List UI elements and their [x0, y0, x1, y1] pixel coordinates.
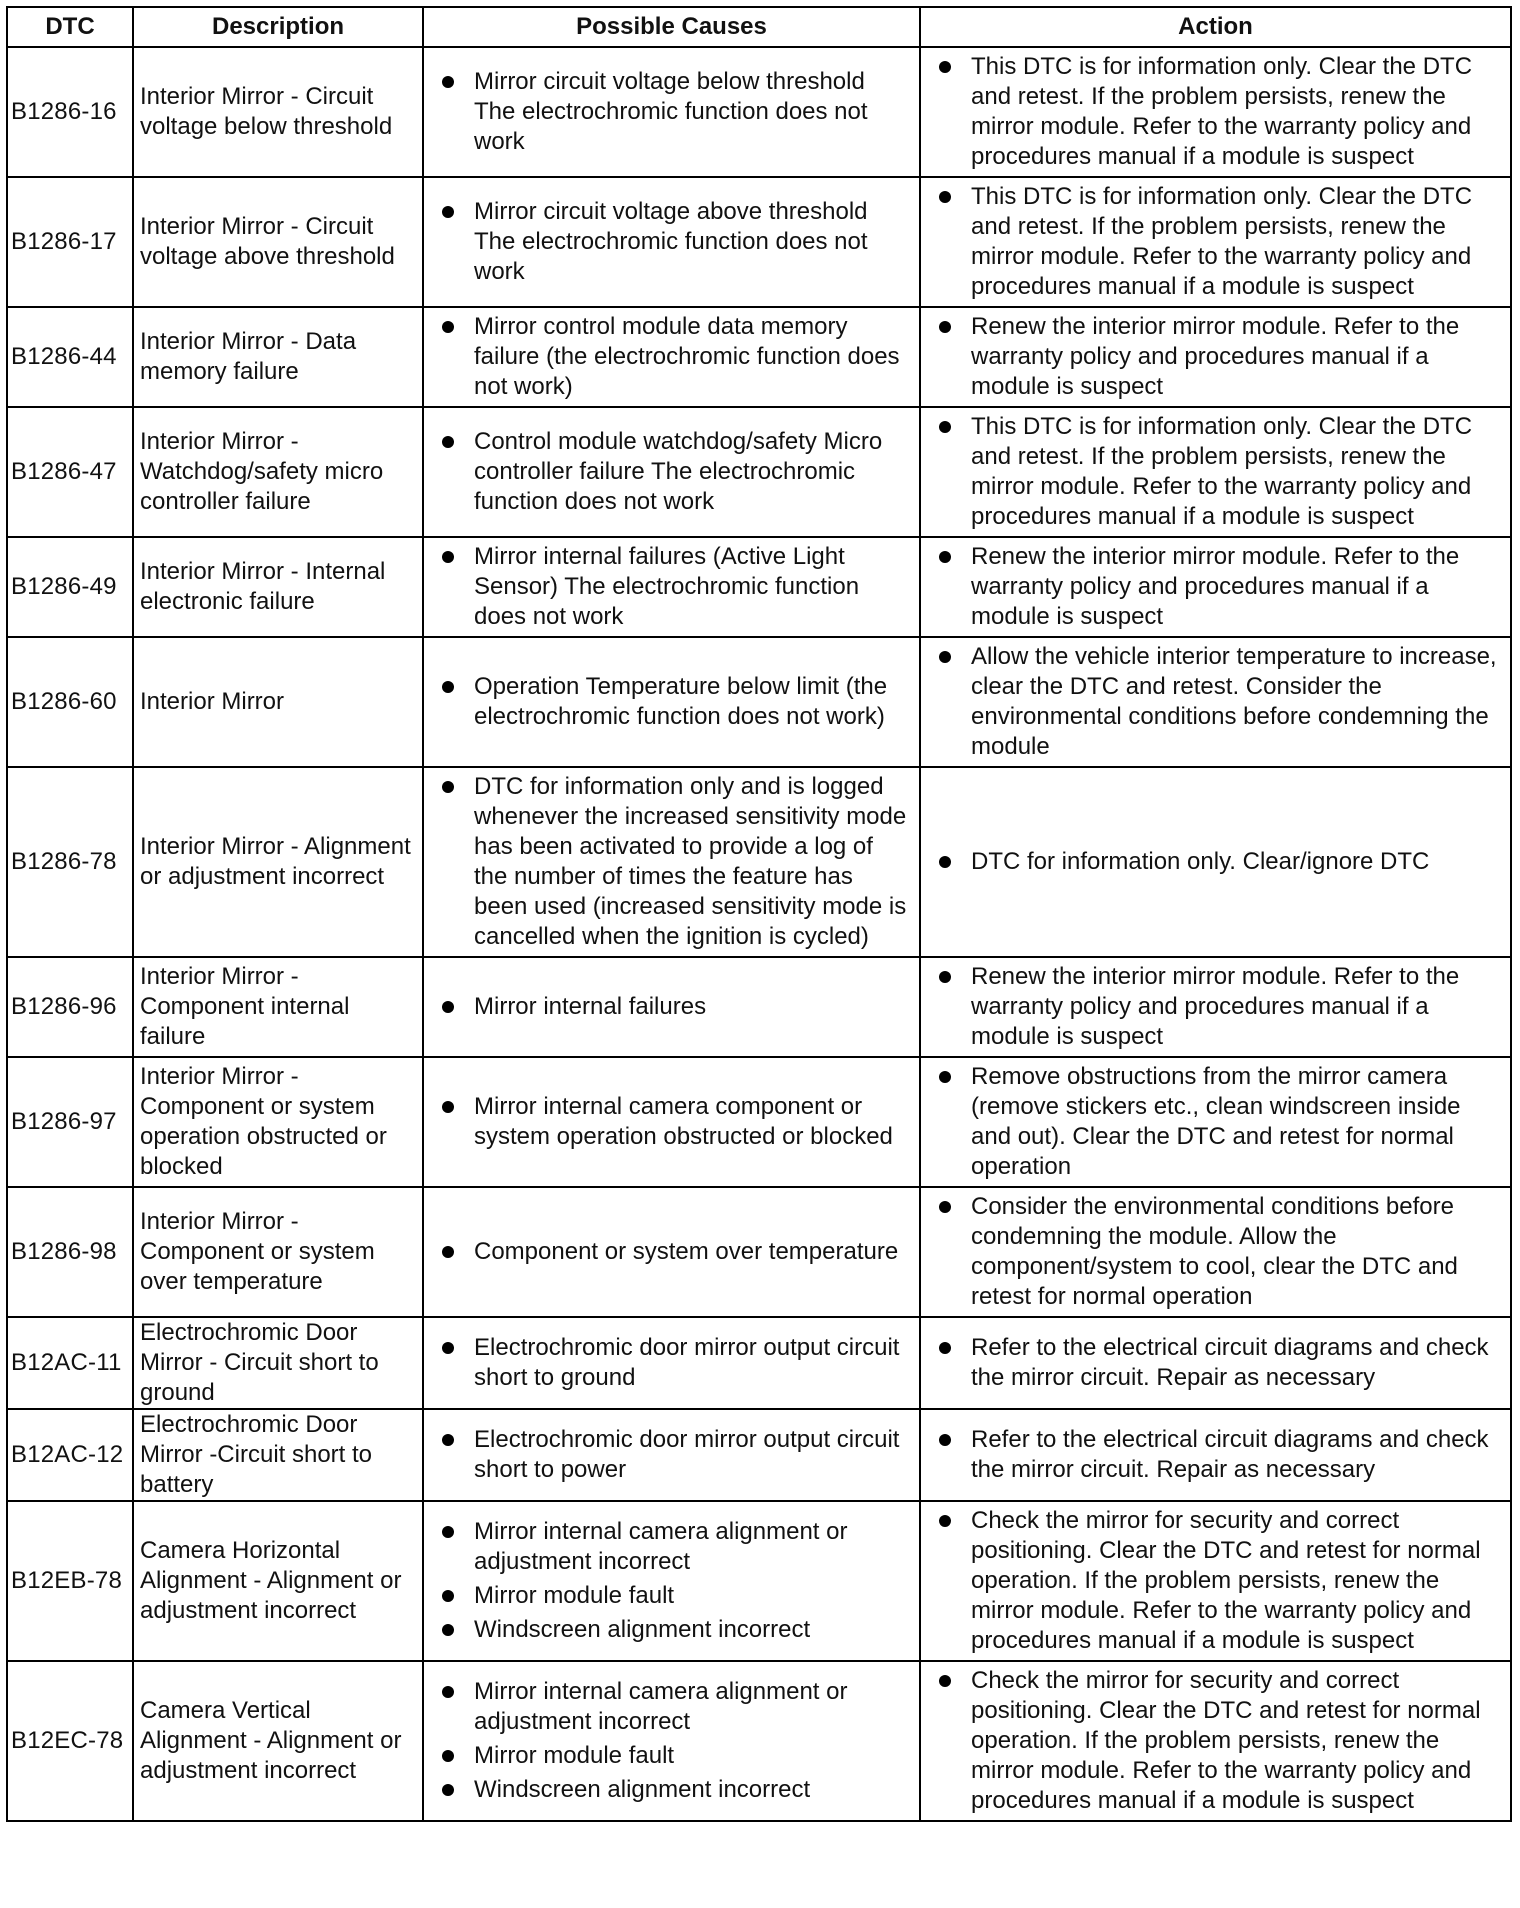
action-cell	[920, 1661, 1511, 1821]
causes-list	[438, 1333, 911, 1393]
action-cell	[920, 1187, 1511, 1317]
action-cell	[920, 767, 1511, 957]
possible-causes-cell	[423, 307, 920, 407]
action-cell	[920, 637, 1511, 767]
dtc-code: B1286-17	[7, 177, 133, 307]
cause-item: Control module watchdog/safety Micro controller failure The electrochromic function does not work	[438, 427, 911, 517]
dtc-table	[6, 6, 1512, 1822]
actions-list	[935, 1333, 1502, 1393]
dtc-code: B1286-49	[7, 537, 133, 637]
action-item: Renew the interior mirror module. Refer to the warranty policy and procedures manual if a module is suspect	[935, 542, 1502, 632]
dtc-description: Interior Mirror - Circuit voltage below threshold	[133, 47, 423, 177]
causes-list	[438, 1677, 911, 1805]
actions-list	[935, 542, 1502, 632]
dtc-description: Interior Mirror - Circuit voltage above threshold	[133, 177, 423, 307]
action-item: Allow the vehicle interior temperature to increase, clear the DTC and retest. Consider the environmental conditions before condemning the module	[935, 642, 1502, 762]
action-cell	[920, 537, 1511, 637]
possible-causes-cell	[423, 767, 920, 957]
table-row	[7, 637, 1511, 767]
dtc-table-body	[7, 47, 1511, 1821]
action-item: Renew the interior mirror module. Refer to the warranty policy and procedures manual if a module is suspect	[935, 962, 1502, 1052]
cause-item: Electrochromic door mirror output circuit short to ground	[438, 1333, 911, 1393]
header-possible-causes: Possible Causes	[423, 7, 920, 47]
causes-list	[438, 672, 911, 732]
possible-causes-cell	[423, 177, 920, 307]
action-cell	[920, 957, 1511, 1057]
cause-item: Mirror module fault	[438, 1581, 911, 1611]
table-row	[7, 1501, 1511, 1661]
cause-item: Component or system over temperature	[438, 1237, 911, 1267]
dtc-code: B1286-16	[7, 47, 133, 177]
dtc-description: Interior Mirror - Component or system operation obstructed or blocked	[133, 1057, 423, 1187]
dtc-code: B1286-44	[7, 307, 133, 407]
dtc-code: B1286-96	[7, 957, 133, 1057]
action-item: Remove obstructions from the mirror camera (remove stickers etc., clean windscreen inside and out). Clear the DTC and retest for normal operation	[935, 1062, 1502, 1182]
dtc-description: Electrochromic Door Mirror - Circuit short to ground	[133, 1317, 423, 1409]
action-item: This DTC is for information only. Clear the DTC and retest. If the problem persists, renew the mirror module. Refer to the warranty policy and procedures manual if a module is suspect	[935, 412, 1502, 532]
table-row	[7, 1187, 1511, 1317]
action-item: This DTC is for information only. Clear the DTC and retest. If the problem persists, renew the mirror module. Refer to the warranty policy and procedures manual if a module is suspect	[935, 52, 1502, 172]
action-item: Refer to the electrical circuit diagrams and check the mirror circuit. Repair as necessary	[935, 1425, 1502, 1485]
dtc-description: Interior Mirror - Internal electronic failure	[133, 537, 423, 637]
cause-item: Mirror internal camera alignment or adjustment incorrect	[438, 1677, 911, 1737]
causes-list	[438, 1237, 911, 1267]
actions-list	[935, 1062, 1502, 1182]
dtc-code: B12EB-78	[7, 1501, 133, 1661]
dtc-code: B1286-60	[7, 637, 133, 767]
dtc-description: Interior Mirror - Alignment or adjustment incorrect	[133, 767, 423, 957]
causes-list	[438, 992, 911, 1022]
cause-item: Mirror circuit voltage below threshold The electrochromic function does not work	[438, 67, 911, 157]
table-row	[7, 537, 1511, 637]
causes-list	[438, 1517, 911, 1645]
possible-causes-cell	[423, 957, 920, 1057]
possible-causes-cell	[423, 1187, 920, 1317]
causes-list	[438, 67, 911, 157]
header-row	[7, 7, 1511, 47]
action-cell	[920, 307, 1511, 407]
cause-item: Mirror internal failures	[438, 992, 911, 1022]
possible-causes-cell	[423, 1661, 920, 1821]
cause-item: Electrochromic door mirror output circuit short to power	[438, 1425, 911, 1485]
possible-causes-cell	[423, 1317, 920, 1409]
causes-list	[438, 1092, 911, 1152]
possible-causes-cell	[423, 637, 920, 767]
dtc-code: B12AC-11	[7, 1317, 133, 1409]
possible-causes-cell	[423, 1057, 920, 1187]
table-row	[7, 177, 1511, 307]
possible-causes-cell	[423, 1409, 920, 1501]
table-row	[7, 407, 1511, 537]
actions-list	[935, 1425, 1502, 1485]
dtc-description: Interior Mirror - Component or system over temperature	[133, 1187, 423, 1317]
actions-list	[935, 1506, 1502, 1656]
actions-list	[935, 1192, 1502, 1312]
table-row	[7, 1317, 1511, 1409]
actions-list	[935, 182, 1502, 302]
dtc-description: Interior Mirror - Watchdog/safety micro controller failure	[133, 407, 423, 537]
actions-list	[935, 1666, 1502, 1816]
cause-item: DTC for information only and is logged whenever the increased sensitivity mode has been activated to provide a log of the number of times the feature has been used (increased sensitivity mode is cancelled when the ignition is cycled)	[438, 772, 911, 952]
dtc-description: Electrochromic Door Mirror -Circuit short to battery	[133, 1409, 423, 1501]
action-cell	[920, 1057, 1511, 1187]
cause-item: Mirror circuit voltage above threshold The electrochromic function does not work	[438, 197, 911, 287]
table-row	[7, 957, 1511, 1057]
dtc-description: Camera Vertical Alignment - Alignment or adjustment incorrect	[133, 1661, 423, 1821]
actions-list	[935, 847, 1502, 877]
possible-causes-cell	[423, 407, 920, 537]
causes-list	[438, 197, 911, 287]
action-item: This DTC is for information only. Clear the DTC and retest. If the problem persists, renew the mirror module. Refer to the warranty policy and procedures manual if a module is suspect	[935, 182, 1502, 302]
table-row	[7, 767, 1511, 957]
actions-list	[935, 52, 1502, 172]
dtc-description: Interior Mirror - Component internal failure	[133, 957, 423, 1057]
action-item: Renew the interior mirror module. Refer to the warranty policy and procedures manual if a module is suspect	[935, 312, 1502, 402]
dtc-description: Camera Horizontal Alignment - Alignment or adjustment incorrect	[133, 1501, 423, 1661]
dtc-code: B12AC-12	[7, 1409, 133, 1501]
dtc-code: B12EC-78	[7, 1661, 133, 1821]
actions-list	[935, 412, 1502, 532]
cause-item: Windscreen alignment incorrect	[438, 1775, 911, 1805]
dtc-code: B1286-97	[7, 1057, 133, 1187]
action-cell	[920, 407, 1511, 537]
actions-list	[935, 312, 1502, 402]
table-row	[7, 1661, 1511, 1821]
dtc-description: Interior Mirror	[133, 637, 423, 767]
action-cell	[920, 1317, 1511, 1409]
table-row	[7, 1057, 1511, 1187]
action-item: Consider the environmental conditions before condemning the module. Allow the component/system to cool, clear the DTC and retest for normal operation	[935, 1192, 1502, 1312]
table-row	[7, 307, 1511, 407]
actions-list	[935, 642, 1502, 762]
dtc-code: B1286-98	[7, 1187, 133, 1317]
causes-list	[438, 772, 911, 952]
cause-item: Windscreen alignment incorrect	[438, 1615, 911, 1645]
dtc-description: Interior Mirror - Data memory failure	[133, 307, 423, 407]
causes-list	[438, 1425, 911, 1485]
header-dtc: DTC	[7, 7, 133, 47]
cause-item: Mirror internal camera component or system operation obstructed or blocked	[438, 1092, 911, 1152]
table-row	[7, 1409, 1511, 1501]
action-item: Refer to the electrical circuit diagrams and check the mirror circuit. Repair as necessary	[935, 1333, 1502, 1393]
possible-causes-cell	[423, 1501, 920, 1661]
possible-causes-cell	[423, 537, 920, 637]
causes-list	[438, 427, 911, 517]
action-cell	[920, 1409, 1511, 1501]
action-item: Check the mirror for security and correct positioning. Clear the DTC and retest for normal operation. If the problem persists, renew the mirror module. Refer to the warranty policy and procedures manual if a module is suspect	[935, 1506, 1502, 1656]
causes-list	[438, 542, 911, 632]
dtc-code: B1286-47	[7, 407, 133, 537]
dtc-code: B1286-78	[7, 767, 133, 957]
possible-causes-cell	[423, 47, 920, 177]
action-item: DTC for information only. Clear/ignore DTC	[935, 847, 1502, 877]
header-action: Action	[920, 7, 1511, 47]
action-item: Check the mirror for security and correct positioning. Clear the DTC and retest for normal operation. If the problem persists, renew the mirror module. Refer to the warranty policy and procedures manual if a module is suspect	[935, 1666, 1502, 1816]
table-row	[7, 47, 1511, 177]
dtc-table-container	[6, 6, 1512, 1822]
action-cell	[920, 177, 1511, 307]
causes-list	[438, 312, 911, 402]
header-description: Description	[133, 7, 423, 47]
cause-item: Mirror control module data memory failure (the electrochromic function does not work)	[438, 312, 911, 402]
cause-item: Mirror internal camera alignment or adjustment incorrect	[438, 1517, 911, 1577]
actions-list	[935, 962, 1502, 1052]
cause-item: Mirror internal failures (Active Light Sensor) The electrochromic function does not work	[438, 542, 911, 632]
cause-item: Operation Temperature below limit (the electrochromic function does not work)	[438, 672, 911, 732]
cause-item: Mirror module fault	[438, 1741, 911, 1771]
action-cell	[920, 1501, 1511, 1661]
action-cell	[920, 47, 1511, 177]
